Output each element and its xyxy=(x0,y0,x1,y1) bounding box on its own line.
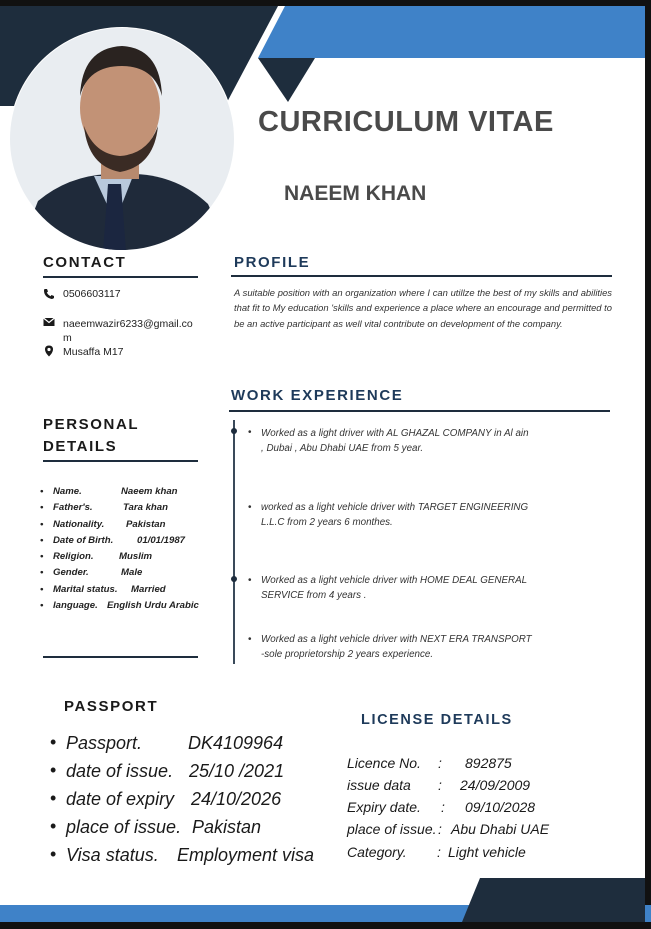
work-bullet: • xyxy=(248,634,252,645)
license-sep: : xyxy=(437,844,441,860)
passport-key: date of expiry xyxy=(66,789,175,809)
license-value: 892875 xyxy=(465,755,512,771)
passport-value: 25/10 /2021 xyxy=(189,761,285,781)
personal-key: language. xyxy=(53,600,98,612)
bullet: • xyxy=(50,732,57,752)
work-item xyxy=(261,632,581,662)
personal-value: Muslim xyxy=(119,551,153,563)
bullet: • xyxy=(50,760,57,780)
email-address-line2: m xyxy=(63,332,72,344)
bullet: • xyxy=(40,486,44,497)
work-item xyxy=(261,500,581,530)
contact-heading: CONTACT xyxy=(43,254,127,271)
personal-key: Date of Birth. xyxy=(53,534,114,546)
work-item-line: Worked as a light driver with AL GHAZAL COMPANY in Al ain xyxy=(261,428,529,439)
personal-value: Naeem khan xyxy=(121,486,178,497)
candidate-name: NAEEM KHAN xyxy=(284,182,427,205)
license-value: Abu Dhabi UAE xyxy=(451,821,550,837)
phone-number: 0506603117 xyxy=(63,288,121,300)
timeline-line xyxy=(233,420,235,664)
address-text: Musaffa M17 xyxy=(63,346,124,358)
work-item xyxy=(261,426,581,456)
work-item-line: L.L.C from 2 years 6 monthes. xyxy=(261,517,393,528)
license-key: place of issue. xyxy=(347,821,437,837)
work-bullet: • xyxy=(248,427,252,438)
passport-value: Employment visa xyxy=(177,845,315,865)
personal-value: Male xyxy=(121,567,143,579)
passport-value: 24/10/2026 xyxy=(191,789,282,809)
bullet: • xyxy=(40,518,44,530)
navy-footer-shape xyxy=(462,878,645,922)
license-heading: LICENSE DETAILS xyxy=(361,712,513,728)
bullet: • xyxy=(40,600,44,612)
work-experience-heading: WORK EXPERIENCE xyxy=(231,387,404,404)
location-pin-icon xyxy=(43,345,55,357)
personal-value: Married xyxy=(131,583,166,595)
profile-photo xyxy=(8,26,236,252)
bottom-frame-border xyxy=(0,922,651,929)
profile-heading: PROFILE xyxy=(234,254,311,271)
passport-heading: PASSPORT xyxy=(64,698,159,715)
personal-details-heading xyxy=(43,414,139,458)
contact-rule xyxy=(43,276,198,278)
passport-value: DK4109964 xyxy=(188,733,284,753)
passport-key: Passport. xyxy=(66,733,143,753)
work-experience-rule xyxy=(229,410,610,412)
blue-header-shape xyxy=(258,6,645,58)
email-address-line1: naeemwazir6233@gmail.co xyxy=(63,318,193,330)
personal-value: Tara khan xyxy=(123,502,168,514)
license-value: 24/09/2009 xyxy=(460,777,531,793)
passport-key: date of issue. xyxy=(66,761,174,781)
work-item-line: Worked as a light vehicle driver with NEXT ERA TRANSPORT xyxy=(261,634,532,645)
license-key: Category. xyxy=(347,844,407,860)
passport-value: Pakistan xyxy=(192,817,262,837)
work-item-line: Worked as a light vehicle driver with HOME DEAL GENERAL xyxy=(261,575,528,586)
personal-heading-line1: PERSONAL xyxy=(43,416,140,433)
personal-value: Pakistan xyxy=(126,518,166,530)
personal-key: Marital status. xyxy=(53,583,118,595)
timeline-dot xyxy=(231,428,237,434)
passport-key: place of issue. xyxy=(66,817,182,837)
phone-icon xyxy=(43,288,55,300)
work-item-line: SERVICE from 4 years . xyxy=(261,590,367,601)
license-value: Light vehicle xyxy=(448,844,526,860)
bullet: • xyxy=(50,816,57,836)
bullet: • xyxy=(40,567,44,579)
bullet: • xyxy=(40,551,44,563)
work-item xyxy=(261,573,581,603)
personal-key: Father's. xyxy=(53,502,93,514)
personal-key: Name. xyxy=(53,486,82,497)
passport-key: Visa status. xyxy=(66,845,159,865)
license-key: Expiry date. xyxy=(347,799,421,815)
navy-header-accent xyxy=(258,58,315,102)
license-key: issue data xyxy=(347,777,411,793)
license-sep: : xyxy=(438,821,442,837)
personal-details-rule xyxy=(43,460,198,462)
personal-details-bottom-rule xyxy=(43,656,198,658)
license-sep: : xyxy=(441,799,445,815)
work-item-line: worked as a light vehicle driver with TARGET ENGINEERING xyxy=(261,502,529,513)
personal-key: Gender. xyxy=(53,567,89,579)
bullet: • xyxy=(40,583,44,595)
bullet: • xyxy=(40,534,44,546)
profile-rule xyxy=(231,275,612,277)
timeline-dot xyxy=(231,576,237,582)
personal-key: Nationality. xyxy=(53,518,105,530)
work-bullet: • xyxy=(248,575,252,586)
document-title: CURRICULUM VITAE xyxy=(258,106,554,138)
personal-key: Religion. xyxy=(53,551,94,563)
profile-summary: A suitable position with an organization where I can utillze the best of my skills and abilities that fit to My education 'skills and experience a place where an encourage and permitted to be an active participant as well vital contribute on development of the company. xyxy=(234,287,612,329)
personal-value: 01/01/1987 xyxy=(137,534,186,546)
email-icon xyxy=(43,316,55,328)
work-bullet: • xyxy=(248,502,252,513)
license-sep: : xyxy=(438,755,442,771)
work-item-line: , Dubai , Abu Dhabi UAE from 5 year. xyxy=(261,443,424,454)
license-key: Licence No. xyxy=(347,755,421,771)
bullet: • xyxy=(50,844,57,864)
license-value: 09/10/2028 xyxy=(465,799,536,815)
footer-decoration xyxy=(0,876,651,929)
bullet: • xyxy=(50,788,57,808)
work-item-line: -sole proprietorship 2 years experience. xyxy=(261,649,434,660)
bullet: • xyxy=(40,502,44,514)
personal-heading-line2: DETAILS xyxy=(43,438,118,455)
license-sep: : xyxy=(438,777,442,793)
personal-value: English Urdu Arabic xyxy=(107,600,199,612)
